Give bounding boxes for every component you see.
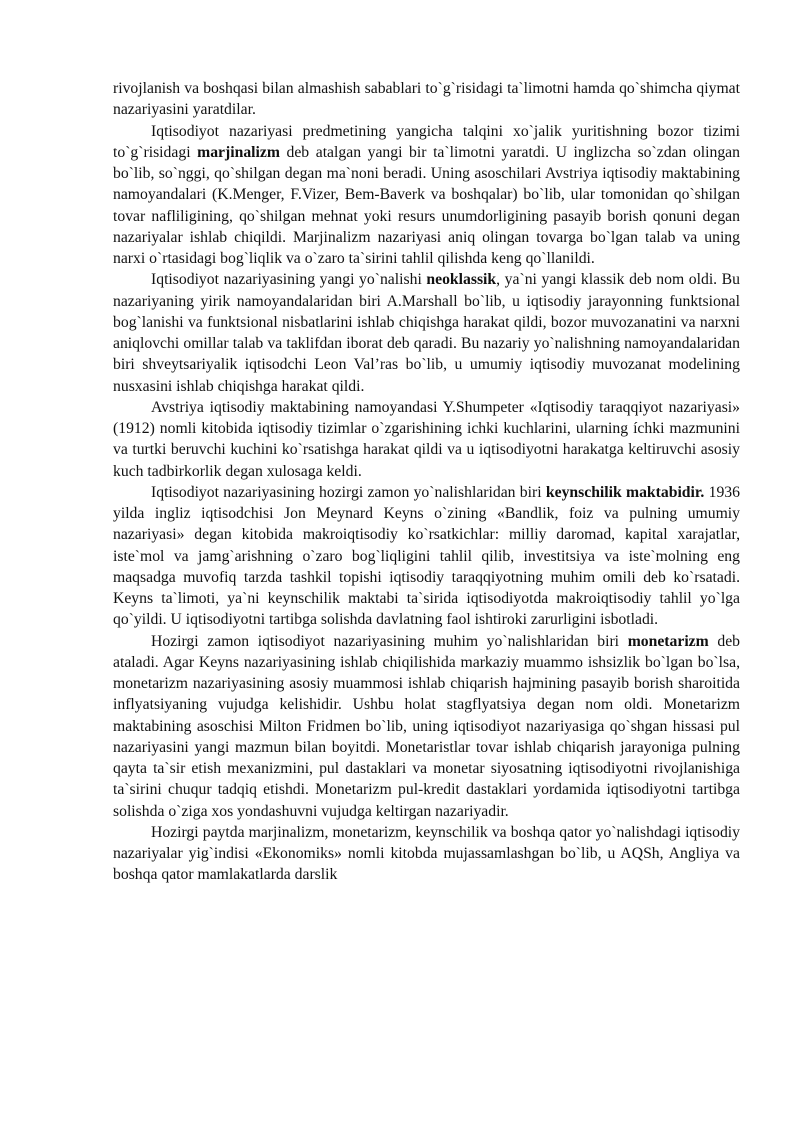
paragraph-6 [113, 631, 740, 822]
paragraph-6-text-b: deb ataladi. Agar Keyns nazariyasining ishlab chiqilishida markaziy muammo ishsizlik bo`lgan bo`lsa, monetarizm nazariyasining asosiy muammosi ishlab chiqarish hajmining pasayib borish sharoitida inflyatsiyaning vujudga kelishidir. Ushbu holat stagflyatsiya degan nom oldi. Monetarizm maktabining asoschisi Milton Fridmen bo`lib, uning iqtisodiyot nazariyasiga qo`shgan hissasi pul nazariyasini yangi mazmun bilan boyitdi. Monetaristlar tovar ishlab chiqarish jarayoniga pulning qayta ta`sir etish mexanizmini, pul dastaklari va monetar siyosatning iqtisodiyotni rivojlanishiga ta`sirini chuqur tadqiq etishdi. Monetarizm pul-kredit dastaklari yordamida iqtisodiyotni tartibga solishda o`ziga xos yondashuvni vujudga keltirgan nazariyadir. [113, 632, 741, 820]
paragraph-7 [113, 822, 740, 886]
paragraph-2-text-a: Iqtisodiyot nazariyasi predmetining yangicha talqini xo`jalik yuritishning bozor tizimi to`g`risidagi [113, 122, 740, 161]
term-keynschilik: keynschilik maktabidir. [545, 483, 705, 501]
paragraph-3-text-b: , ya`ni yangi klassik deb nom oldi. Bu nazariyaning yirik namoyandalaridan biri A.Marshall bo`lib, u iqtisodiy jarayonning funktsional bog`lanishi va funktsional nisbatlarini ishlab chiqishga harakat qildi, bozor muvozanatini va narxni aniqlovchi omillar talab va taklifdan iborat deb qaradi. Bu nazariy yo`nalishning namoyandalaridan biri shveytsariyalik iqtisodchi Leon Val’ras bo`lib, u umumiy iqtisodiy muvozanat modelining nusxasini ishlab chiqishga harakat qildi. [113, 271, 740, 395]
paragraph-4-text: Avstriya iqtisodiy maktabining namoyandasi Y.Shumpeter «Iqtisodiy taraqqiyot nazariyasi» (1912) nomli kitobida iqtisodiy tizimlar o`zgarishining ichki kuchlarini, ularning íchki mazmunini va turtki beruvchi kuchini ko`rsatishga harakat qildi va u iqtisodiyotni harakatga keltiruvchi asosiy kuch tadbirkorlik degan xulosaga keldi. [113, 398, 740, 480]
paragraph-1-text: rivojlanish va boshqasi bilan almashish sabablari to`g`risidagi ta`limotni hamda qo`shimcha qiymat nazariyasini yaratdilar. [113, 80, 740, 119]
term-neoklassik: neoklassik [426, 271, 497, 289]
paragraph-7-text: Hozirgi paytda marjinalizm, monetarizm, keynschilik va boshqa qator yo`nalishdagi iqtisodiy nazariyalar yig`indisi «Ekonomiks» nomli kitobda mujassamlashgan bo`lib, u AQSh, Angliya va boshqa qator mamlakatlarda darslik [113, 823, 740, 884]
paragraph-1 [113, 78, 740, 121]
paragraph-2 [113, 121, 740, 270]
paragraph-3 [113, 269, 740, 397]
paragraph-5 [113, 482, 740, 631]
paragraph-5-text-a: Iqtisodiyot nazariyasining hozirgi zamon yo`nalishlaridan biri [151, 483, 546, 501]
paragraph-2-text-b: deb atalgan yangi bir ta`limotni yaratdi. U inglizcha so`zdan olingan bo`lib, so`nggi, qo`shilgan degan ma`noni beradi. Uning asoschilari Avstriya iqtisodiy maktabining namoyandalari (K.Menger, F.Vizer, Bem-Baverk va boshqalar) bo`lib, ular tomonidan qo`shilgan tovar nafliligining, qo`shilgan mehnat yoki resurs unumdorligining pasayib borish qonuni degan nazariyalar ishlab chiqildi. Marjinalizm nazariyasi aniq olingan tovarga bo`lgan talab va uning narxi o`rtasidagi bog`liqlik va o`zaro ta`sirini tahlil qilishda keng qo`llanildi. [113, 143, 740, 267]
paragraph-6-text-a: Hozirgi zamon iqtisodiyot nazariyasining muhim yo`nalishlaridan biri [151, 632, 628, 650]
document-page [113, 78, 740, 886]
paragraph-4 [113, 397, 740, 482]
term-monetarizm: monetarizm [627, 632, 709, 650]
paragraph-3-text-a: Iqtisodiyot nazariyasining yangi yo`nalishi [151, 271, 427, 289]
paragraph-5-text-b: 1936 yilda ingliz iqtisodchisi Jon Meynard Keyns o`zining «Bandlik, foiz va pulning umumiy nazariyasi» degan kitobida makroiqtisodiy ko`rsatkichlar: milliy daromad, kapital xarajatlar, iste`mol va jamg`arishning o`zaro bog`liqligini tahlil qilib, investitsiya va iste`molning eng maqsadga muvofiq tarzda tashkil topishi iqtisodiy taraqqiyotning muhim omili deb ko`rsatadi. Keyns ta`limoti, ya`ni keynschilik maktabi ta`sirida iqtisodiyotda makroiqtisodiy tahlil yo`lga qo`yildi. U iqtisodiyotni tartibga solishda davlatning faol ishtiroki zarurligini isbotladi. [113, 483, 740, 629]
term-marjinalizm: marjinalizm [197, 143, 280, 161]
